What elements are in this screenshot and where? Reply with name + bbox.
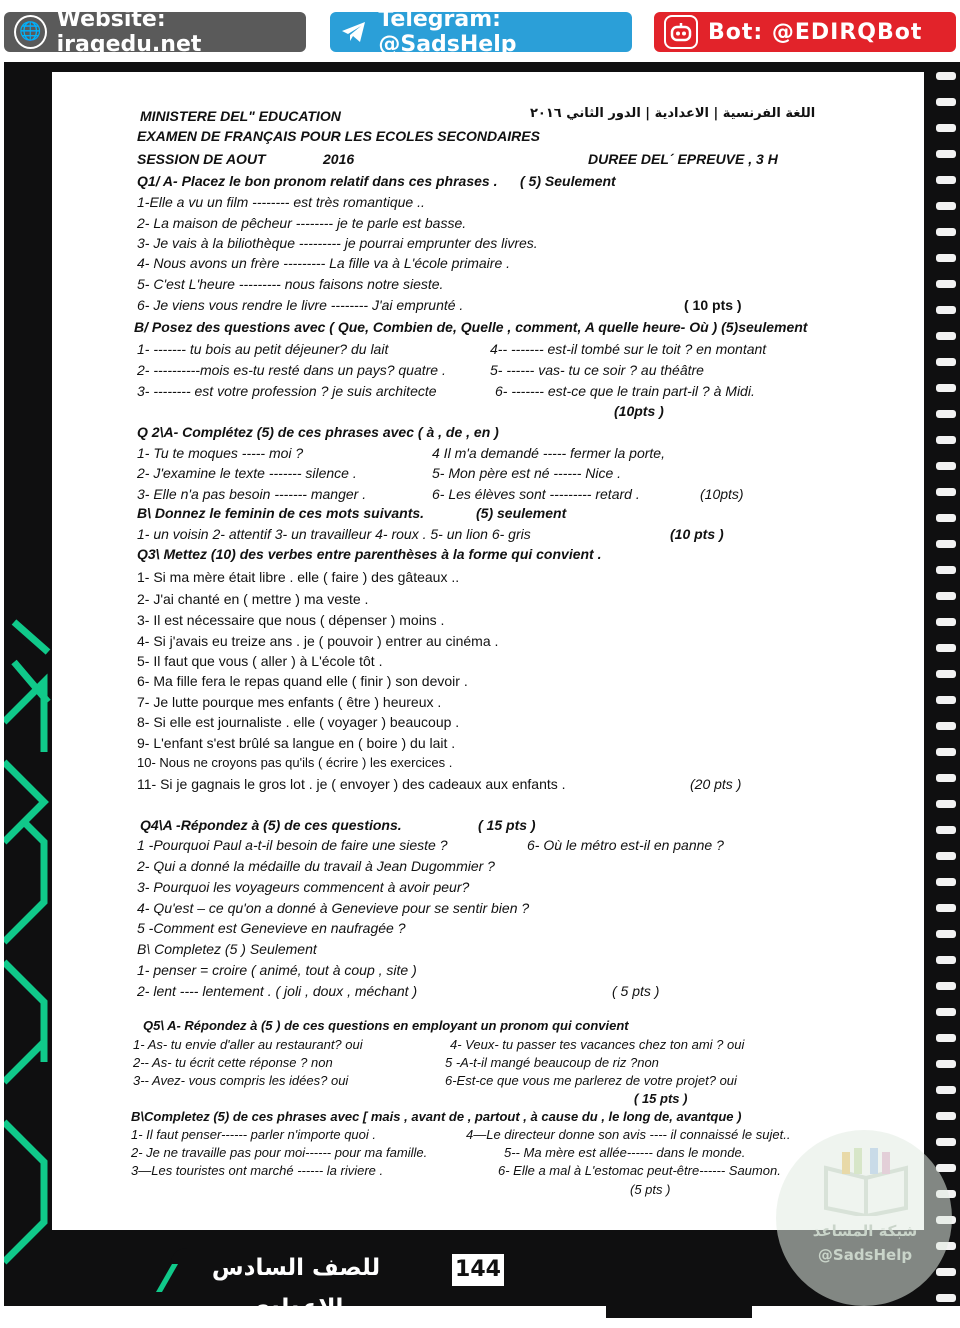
q3-item-6: 6- Ma fille fera le repas quand elle ( finir ) son devoir . bbox=[137, 673, 468, 689]
q3-item-3: 3- Il est nécessaire que nous ( dépenser ) moins . bbox=[137, 612, 445, 628]
q5a-title: Q5\ A- Répondez à (5 ) de ces questions en employant un pronom qui convient bbox=[143, 1018, 629, 1033]
arabic-exam-header: اللغة الفرنسية | الاعدادية | الدور الثاني ٢٠١٦ bbox=[530, 106, 816, 121]
q2a-left-1: 1- Tu te moques ----- moi ? bbox=[137, 445, 304, 461]
q4b-points: ( 5 pts ) bbox=[612, 983, 660, 999]
q5a-left-3: 3-- Avez- vous compris les idées? oui bbox=[133, 1073, 349, 1088]
q1a-item-5: 5- C'est L'heure --------- nous faisons notre sieste. bbox=[137, 276, 444, 292]
q4a-points: ( 15 pts ) bbox=[478, 817, 536, 833]
bot-label: Bot: @EDIRQBot bbox=[708, 19, 923, 45]
q2a-right-4: 4 Il m'a demandé ----- fermer la porte, bbox=[432, 445, 665, 461]
q1a-item-1: 1-Elle a vu un film -------- est très romantique .. bbox=[137, 194, 425, 210]
watermark-arabic: شبكة المساعد bbox=[812, 1222, 918, 1240]
q1a-count: ( 5) Seulement bbox=[520, 173, 616, 189]
q1a-points: ( 10 pts ) bbox=[684, 297, 742, 313]
q5a-points: ( 15 pts ) bbox=[634, 1091, 688, 1106]
q4a-item-1: 1 -Pourquoi Paul a-t-il besoin de faire une sieste ? bbox=[137, 837, 448, 853]
q1a-title: Q1/ A- Placez le bon pronom relatif dans ces phrases . bbox=[137, 173, 498, 189]
q1b-title: B/ Posez des questions avec ( Que, Combien de, Quelle , comment, A quelle heure- Où ) (5)seulement bbox=[134, 319, 808, 335]
q5a-left-1: 1- As- tu envie d'aller au restaurant? oui bbox=[133, 1037, 363, 1052]
robot-icon bbox=[664, 15, 698, 49]
website-label: Website: iraqedu.net bbox=[56, 7, 202, 57]
q5b-right-6: 6- Elle a mal à L'estomac peut-être------ Saumon. bbox=[498, 1163, 781, 1178]
q5b-points: (5 pts ) bbox=[630, 1182, 671, 1197]
q2a-title: Q 2\A- Complétez (5) de ces phrases avec ( à , de , en ) bbox=[137, 424, 499, 440]
globe-icon: 🌐 bbox=[14, 15, 47, 49]
q5b-left-3: 3—Les touristes ont marché ------ la riviere . bbox=[131, 1163, 384, 1178]
q4a-item-3: 3- Pourquoi les voyageurs commencent à avoir peur? bbox=[137, 879, 470, 895]
q3-item-5: 5- Il faut que vous ( aller ) à L'école tôt . bbox=[137, 653, 383, 669]
q3-item-9: 9- L'enfant s'est brûlé sa langue en ( boire ) du lait . bbox=[137, 735, 456, 751]
q5b-right-5: 5-- Ma mère est allée------ dans le monde. bbox=[504, 1145, 746, 1160]
q1a-item-4: 4- Nous avons un frère --------- La fille va à L'école primaire . bbox=[137, 255, 511, 271]
q1b-right-6: 6- ------- est-ce que le train part-il ? à Midi. bbox=[495, 383, 755, 399]
q3-title: Q3\ Mettez (10) des verbes entre parenthèses à la forme qui convient . bbox=[137, 546, 602, 562]
q2a-left-2: 2- J'examine le texte ------- silence . bbox=[137, 465, 357, 481]
q1b-left-1: 1- ------- tu bois au petit déjeuner? du lait bbox=[137, 341, 389, 357]
q4b-item-1: 1- penser = croire ( animé, tout à coup , site ) bbox=[137, 962, 417, 978]
q3-item-8: 8- Si elle est journaliste . elle ( voyager ) beaucoup . bbox=[137, 714, 460, 730]
q5a-left-2: 2-- As- tu écrit cette réponse ? non bbox=[133, 1055, 333, 1070]
footer-black-block bbox=[606, 1282, 752, 1318]
q5b-right-4: 4—Le directeur donne son avis ---- il connaissé le sujet.. bbox=[466, 1127, 791, 1142]
q2a-right-5: 5- Mon père est né ------ Nice . bbox=[432, 465, 622, 481]
footer-grade-title: للصف السادس الاعدادي bbox=[211, 1255, 381, 1321]
q3-item-7: 7- Je lutte pourque mes enfants ( être ) heureux . bbox=[137, 694, 442, 710]
left-maze-pattern bbox=[4, 622, 48, 1262]
bot-link[interactable] bbox=[654, 12, 956, 52]
telegram-label: Telegram: @SadsHelp bbox=[378, 7, 517, 57]
session-year: 2016 bbox=[323, 151, 355, 167]
telegram-link[interactable] bbox=[330, 7, 632, 57]
q1b-right-4: 4-- ------- est-il tombé sur le toit ? en montant bbox=[490, 341, 767, 357]
q3-item-2: 2- J'ai chanté en ( mettre ) ma veste . bbox=[137, 591, 369, 607]
q4a-item-5: 5 -Comment est Genevieve en naufragée ? bbox=[137, 920, 406, 936]
q3-item-11: 11- Si je gagnais le gros lot . je ( envoyer ) des cadeaux aux enfants . bbox=[137, 776, 566, 792]
top-link-bar bbox=[0, 0, 960, 62]
session-label: SESSION DE AOUT bbox=[137, 151, 266, 167]
watermark-handle: @SadsHelp bbox=[817, 1246, 913, 1264]
q4b-item-2: 2- lent ---- lentement . ( joli , doux , méchant ) bbox=[137, 983, 418, 999]
q3-points: (20 pts ) bbox=[690, 776, 742, 792]
q1b-left-3: 3- -------- est votre profession ? je suis architecte bbox=[137, 383, 437, 399]
website-link[interactable] bbox=[4, 7, 306, 57]
q5a-right-4: 4- Veux- tu passer tes vacances chez ton ami ? oui bbox=[450, 1037, 745, 1052]
q2b-count: (5) seulement bbox=[476, 505, 567, 521]
page-number: 144 bbox=[452, 1254, 504, 1286]
q4a-item-2: 2- Qui a donné la médaille du travail à Jean Dugommier ? bbox=[137, 858, 495, 874]
q2b-title: B\ Donnez le feminin de ces mots suivants. bbox=[137, 505, 425, 521]
q2a-right-6: 6- Les élèves sont --------- retard . bbox=[432, 486, 640, 502]
q5b-left-1: 1- Il faut penser------ parler n'importe quoi . bbox=[131, 1127, 377, 1142]
spiral-binding bbox=[936, 72, 956, 1302]
q2b-items: 1- un voisin 2- attentif 3- un travailleur 4- roux . 5- un lion 6- gris bbox=[137, 526, 531, 542]
q4a-item-6: 6- Où le métro est-il en panne ? bbox=[527, 837, 724, 853]
open-book-icon bbox=[818, 1148, 914, 1216]
q1a-item-2: 2- La maison de pêcheur -------- je te parle est basse. bbox=[137, 215, 467, 231]
q5b-title: B\Completez (5) de ces phrases avec [ mais , avant de , partout , à cause du , le long de, avantque ) bbox=[131, 1109, 742, 1124]
exam-duration: DUREE DEL´ EPREUVE , 3 H bbox=[588, 151, 778, 167]
q1b-right-5: 5- ------ vas- tu ce soir ? au théâtre bbox=[490, 362, 704, 378]
q1a-item-3: 3- Je vais à la biliothèque --------- je pourrai emprunter des livres. bbox=[137, 235, 538, 251]
q4b-title: B\ Completez (5 ) Seulement bbox=[137, 941, 317, 957]
q5a-right-6: 6-Est-ce que vous me parlerez de votre projet? oui bbox=[445, 1073, 737, 1088]
q2a-points: (10pts) bbox=[700, 486, 744, 502]
q1b-points: (10pts ) bbox=[614, 403, 664, 419]
telegram-plane-icon bbox=[340, 17, 368, 47]
q1a-item-6: 6- Je viens vous rendre le livre -------- J'ai emprunté . bbox=[137, 297, 464, 313]
q2b-points: (10 pts ) bbox=[670, 526, 724, 542]
q1b-left-2: 2- ----------mois es-tu resté dans un pays? quatre . bbox=[137, 362, 446, 378]
q2a-left-3: 3- Elle n'a pas besoin ------- manger . bbox=[137, 486, 367, 502]
q3-item-4: 4- Si j'avais eu treize ans . je ( pouvoir ) entrer au cinéma . bbox=[137, 633, 499, 649]
q5a-right-5: 5 -A-t-il mangé beaucoup de riz ?non bbox=[445, 1055, 659, 1070]
ministry-label: MINISTERE DEL" EDUCATION bbox=[140, 108, 341, 124]
exam-title: EXAMEN DE FRANÇAIS POUR LES ECOLES SECONDAIRES bbox=[137, 128, 540, 144]
q3-item-1: 1- Si ma mère était libre . elle ( faire ) des gâteaux .. bbox=[137, 569, 460, 585]
q5b-left-2: 2- Je ne travaille pas pour moi------ pour ma famille. bbox=[131, 1145, 428, 1160]
q3-item-10: 10- Nous ne croyons pas qu'ils ( écrire ) les exercices . bbox=[137, 755, 453, 770]
q4a-item-4: 4- Qu'est – ce qu'on a donné à Genevieve pour se sentir bien ? bbox=[137, 900, 530, 916]
q4a-title: Q4\A -Répondez à (5) de ces questions. bbox=[140, 817, 402, 833]
